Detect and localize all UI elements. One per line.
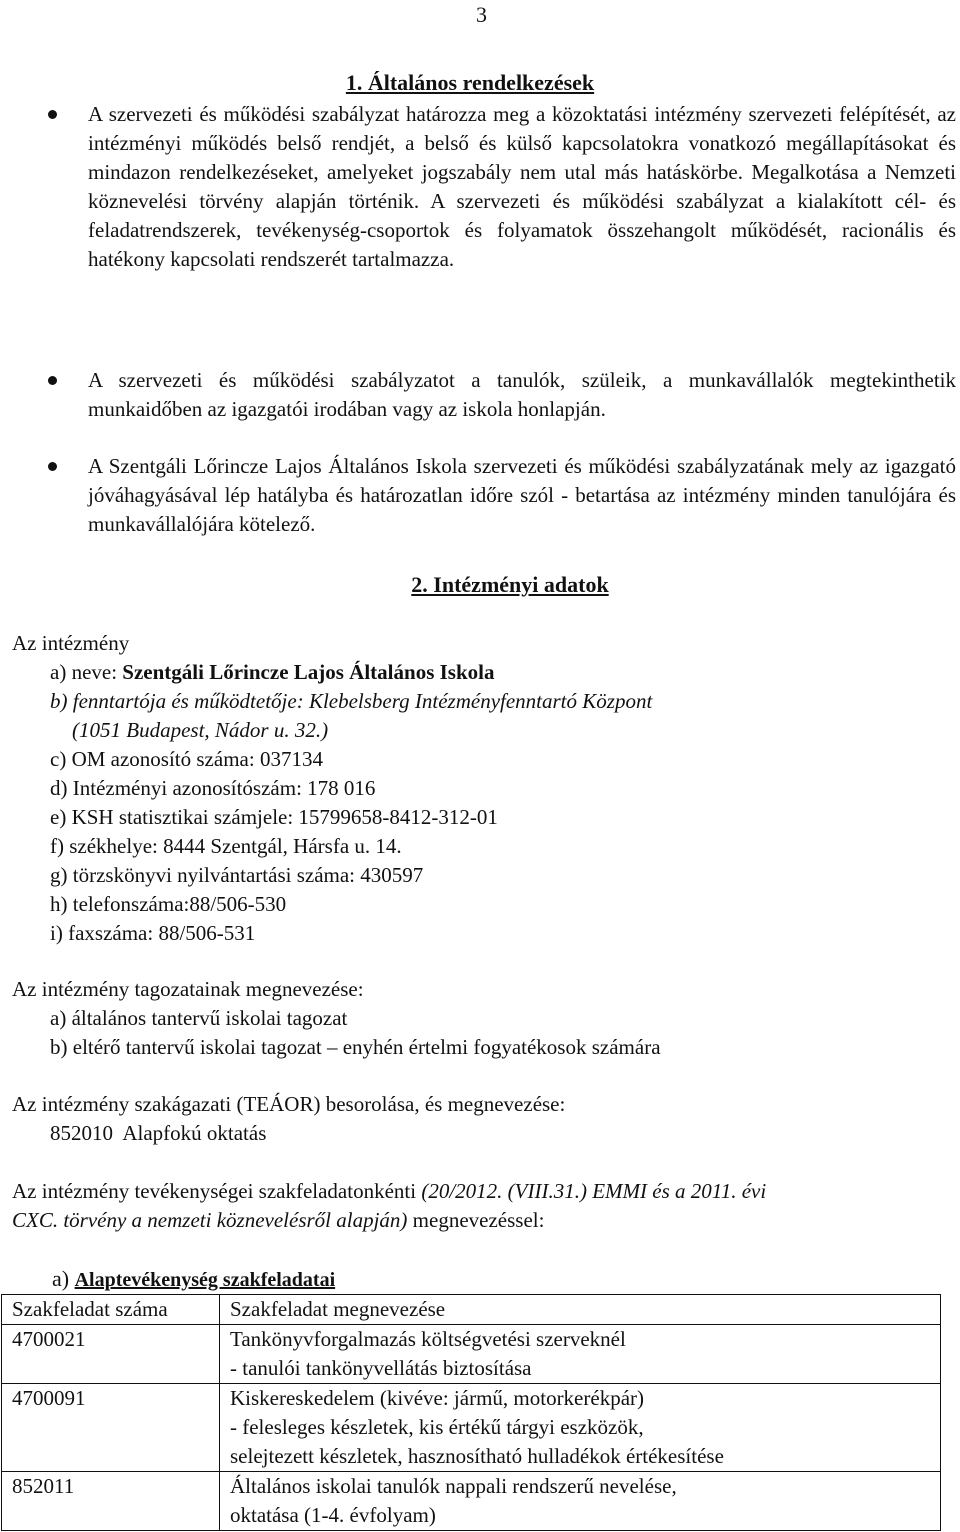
- core-activities-prefix: a): [52, 1266, 70, 1291]
- bullet-item-1: A szervezeti és működési szabályzat határozza meg a közoktatási intézmény szervezeti felépítését, az intézményi működés belső rendjét, a belső és külső kapcsolatokra vonatkozó megállapításokat és mindazon rendelkezéseket, amelyeket jogszabály nem utal más hatáskörbe. Megalkotása a Nemzeti köznevelési törvény alapján történik. A szervezeti és működési szabályzat a kialakított cél- és feladatrendszerek, tevékenység-csoportok és folyamatok összehangolt működését, racionális és hatékony kapcsolati rendszerét tartalmazza.: [88, 100, 956, 274]
- teaor-title: Az intézmény szakágazati (TEÁOR) besorolása, és megnevezése:: [12, 1092, 566, 1116]
- institution-name-value: Szentgáli Lőrincze Lajos Általános Iskola: [117, 660, 495, 684]
- activity-line-1-text: Az intézmény tevékenységei szakfeladatonkénti: [12, 1179, 422, 1203]
- bullet-list-1: [88, 100, 956, 274]
- core-activities-title: Alaptevékenység szakfeladatai: [74, 1269, 336, 1291]
- om-id: c) OM azonosító száma: 037134: [50, 747, 323, 771]
- table-cell-name: [220, 1384, 941, 1472]
- institution-name-line: [12, 658, 952, 687]
- activity-block: [12, 1177, 952, 1235]
- table-cell-line: Kiskereskedelem (kivéve: jármű, motorkerékpár): [230, 1386, 645, 1410]
- section-1-heading: [0, 68, 950, 97]
- table-cell-line: - felesleges készletek, kis értékű tárgyi eszközök,: [230, 1415, 644, 1439]
- activity-line-2-text: megnevezéssel:: [407, 1208, 545, 1232]
- activity-line-1: [12, 1177, 952, 1206]
- table-cell-line: selejtezett készletek, hasznosítható hulladékok értékesítése: [230, 1444, 724, 1468]
- bullet-item-2: A szervezeti és működési szabályzatot a tanulók, szüleik, a munkavállalók megtekinthetik munkaidőben az igazgatói irodában vagy az iskola honlapján.: [88, 366, 956, 424]
- task-table: [1, 1294, 941, 1531]
- section-2-heading: [30, 570, 960, 599]
- table-row: [2, 1472, 941, 1531]
- table-header-name: Szakfeladat megnevezése: [220, 1295, 941, 1325]
- teaor-block: [12, 1090, 952, 1148]
- institution-data: [12, 629, 952, 948]
- fax-number: i) faxszáma: 88/506-531: [50, 921, 256, 945]
- registry-number: g) törzskönyvi nyilvántartási száma: 430597: [50, 863, 424, 887]
- section-2-title: 2. Intézményi adatok: [411, 572, 609, 597]
- institution-name-label: a) neve:: [50, 660, 118, 684]
- maintainer-line-1: b) fenntartója és működtetője: Klebelsberg Intézményfenntartó Központ: [50, 689, 653, 713]
- divisions-block: [12, 975, 952, 1062]
- seat-address: f) székhelye: 8444 Szentgál, Hársfa u. 14.: [50, 834, 402, 858]
- teaor-value: 852010 Alapfokú oktatás: [50, 1121, 267, 1145]
- table-row: [2, 1325, 941, 1384]
- table-cell-code: 4700091: [2, 1384, 220, 1472]
- section-1-title: 1. Általános rendelkezések: [345, 70, 595, 95]
- bullet-list-2: [88, 366, 956, 424]
- table-cell-name: [220, 1472, 941, 1531]
- institution-intro: Az intézmény: [12, 631, 130, 655]
- activity-line-2: [12, 1206, 952, 1235]
- table-cell-code: 852011: [2, 1472, 220, 1531]
- activity-line-1-italic: (20/2012. (VIII.31.) EMMI és a 2011. évi: [421, 1179, 767, 1203]
- table-row: [2, 1384, 941, 1472]
- table-header-row: [2, 1295, 941, 1325]
- table-cell-line: Általános iskolai tanulók nappali rendszerű nevelése,: [230, 1474, 677, 1498]
- core-activities-heading: [52, 1264, 335, 1295]
- table-cell-line: Tankönyvforgalmazás költségvetési szerveknél: [230, 1327, 626, 1351]
- divisions-title: Az intézmény tagozatainak megnevezése:: [12, 977, 364, 1001]
- table-header-code: Szakfeladat száma: [2, 1295, 220, 1325]
- institution-id: d) Intézményi azonosítószám: 178 016: [50, 776, 376, 800]
- table-cell-code: 4700021: [2, 1325, 220, 1384]
- bullet-item-3: A Szentgáli Lőrincze Lajos Általános Iskola szervezeti és működési szabályzatának mely az igazgató jóváhagyásával lép hatályba és határozatlan időre szól - betartása az intézmény minden tanulójára és munkavállalójára kötelező.: [88, 452, 956, 539]
- maintainer-line-2: (1051 Budapest, Nádor u. 32.): [72, 718, 329, 742]
- division-a: a) általános tantervű iskolai tagozat: [50, 1006, 348, 1030]
- table-cell-line: - tanulói tankönyvellátás biztosítása: [230, 1356, 532, 1380]
- phone-number: h) telefonszáma:88/506-530: [50, 892, 287, 916]
- page-number: 3: [476, 2, 487, 27]
- activity-line-2-italic: CXC. törvény a nemzeti köznevelésről alapján): [12, 1208, 408, 1232]
- table-cell-name: [220, 1325, 941, 1384]
- division-b: b) eltérő tantervű iskolai tagozat – enyhén értelmi fogyatékosok számára: [50, 1035, 661, 1059]
- bullet-list-3: [88, 452, 956, 539]
- ksh-number: e) KSH statisztikai számjele: 15799658-8412-312-01: [50, 805, 498, 829]
- table-cell-line: oktatása (1-4. évfolyam): [230, 1503, 436, 1527]
